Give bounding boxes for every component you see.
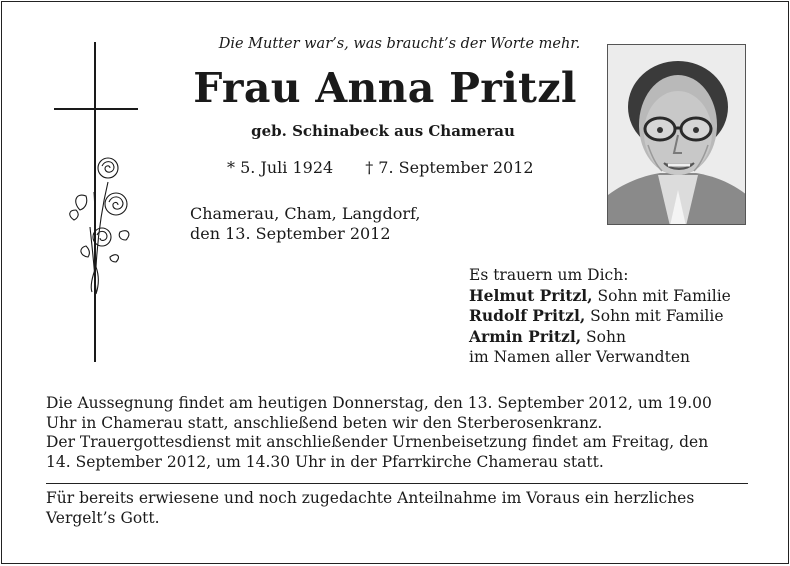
place-line: Chamerau, Cham, Langdorf, xyxy=(190,204,421,223)
mourners-list xyxy=(469,265,731,368)
thanks-line: Vergelt’s Gott. xyxy=(46,508,160,527)
birth-date: * 5. Juli 1924 xyxy=(227,158,334,177)
funeral-line: 14. September 2012, um 14.30 Uhr in der Pfarrkirche Chamerau statt. xyxy=(46,452,604,471)
funeral-line: Die Aussegnung findet am heutigen Donnerstag, den 13. September 2012, um 19.00 xyxy=(46,394,712,412)
mourner-relation: Sohn mit Familie xyxy=(592,286,731,305)
mourners-closing: im Namen aller Verwandten xyxy=(469,348,690,366)
mourner-row xyxy=(469,306,731,327)
portrait-photo xyxy=(607,44,746,225)
mourners-intro: Es trauern um Dich: xyxy=(469,266,629,284)
mourner-name: Rudolf Pritzl, xyxy=(469,306,586,325)
mourner-name: Armin Pritzl, xyxy=(469,326,582,346)
funeral-line: Uhr in Chamerau statt, anschließend beten wir den Sterberosenkranz. xyxy=(46,413,603,432)
mourner-relation: Sohn xyxy=(581,327,626,346)
place-and-date xyxy=(190,204,421,244)
obituary-card xyxy=(1,1,789,564)
funeral-line: Der Trauergottesdienst mit anschließender Urnenbeisetzung findet am Freitag, den xyxy=(46,433,709,451)
funeral-details xyxy=(46,394,751,472)
portrait-illustration xyxy=(608,45,746,225)
life-dates xyxy=(227,158,534,177)
motto-quote: Die Mutter war’s, was braucht’s der Worte mehr. xyxy=(218,36,581,52)
mourner-row xyxy=(469,286,731,307)
deceased-name: Frau Anna Pritzl xyxy=(193,64,577,112)
thanks-text xyxy=(46,489,754,528)
thanks-line: Für bereits erwiesene und noch zugedachte Anteilnahme im Voraus ein herzliches xyxy=(46,489,695,507)
death-date: † 7. September 2012 xyxy=(365,158,534,177)
divider xyxy=(46,483,748,484)
date-line: den 13. September 2012 xyxy=(190,224,391,243)
mourner-row xyxy=(469,327,731,348)
mourner-name: Helmut Pritzl, xyxy=(469,285,593,305)
mourner-relation: Sohn mit Familie xyxy=(585,307,724,325)
birth-name: geb. Schinabeck aus Chamerau xyxy=(251,122,515,140)
